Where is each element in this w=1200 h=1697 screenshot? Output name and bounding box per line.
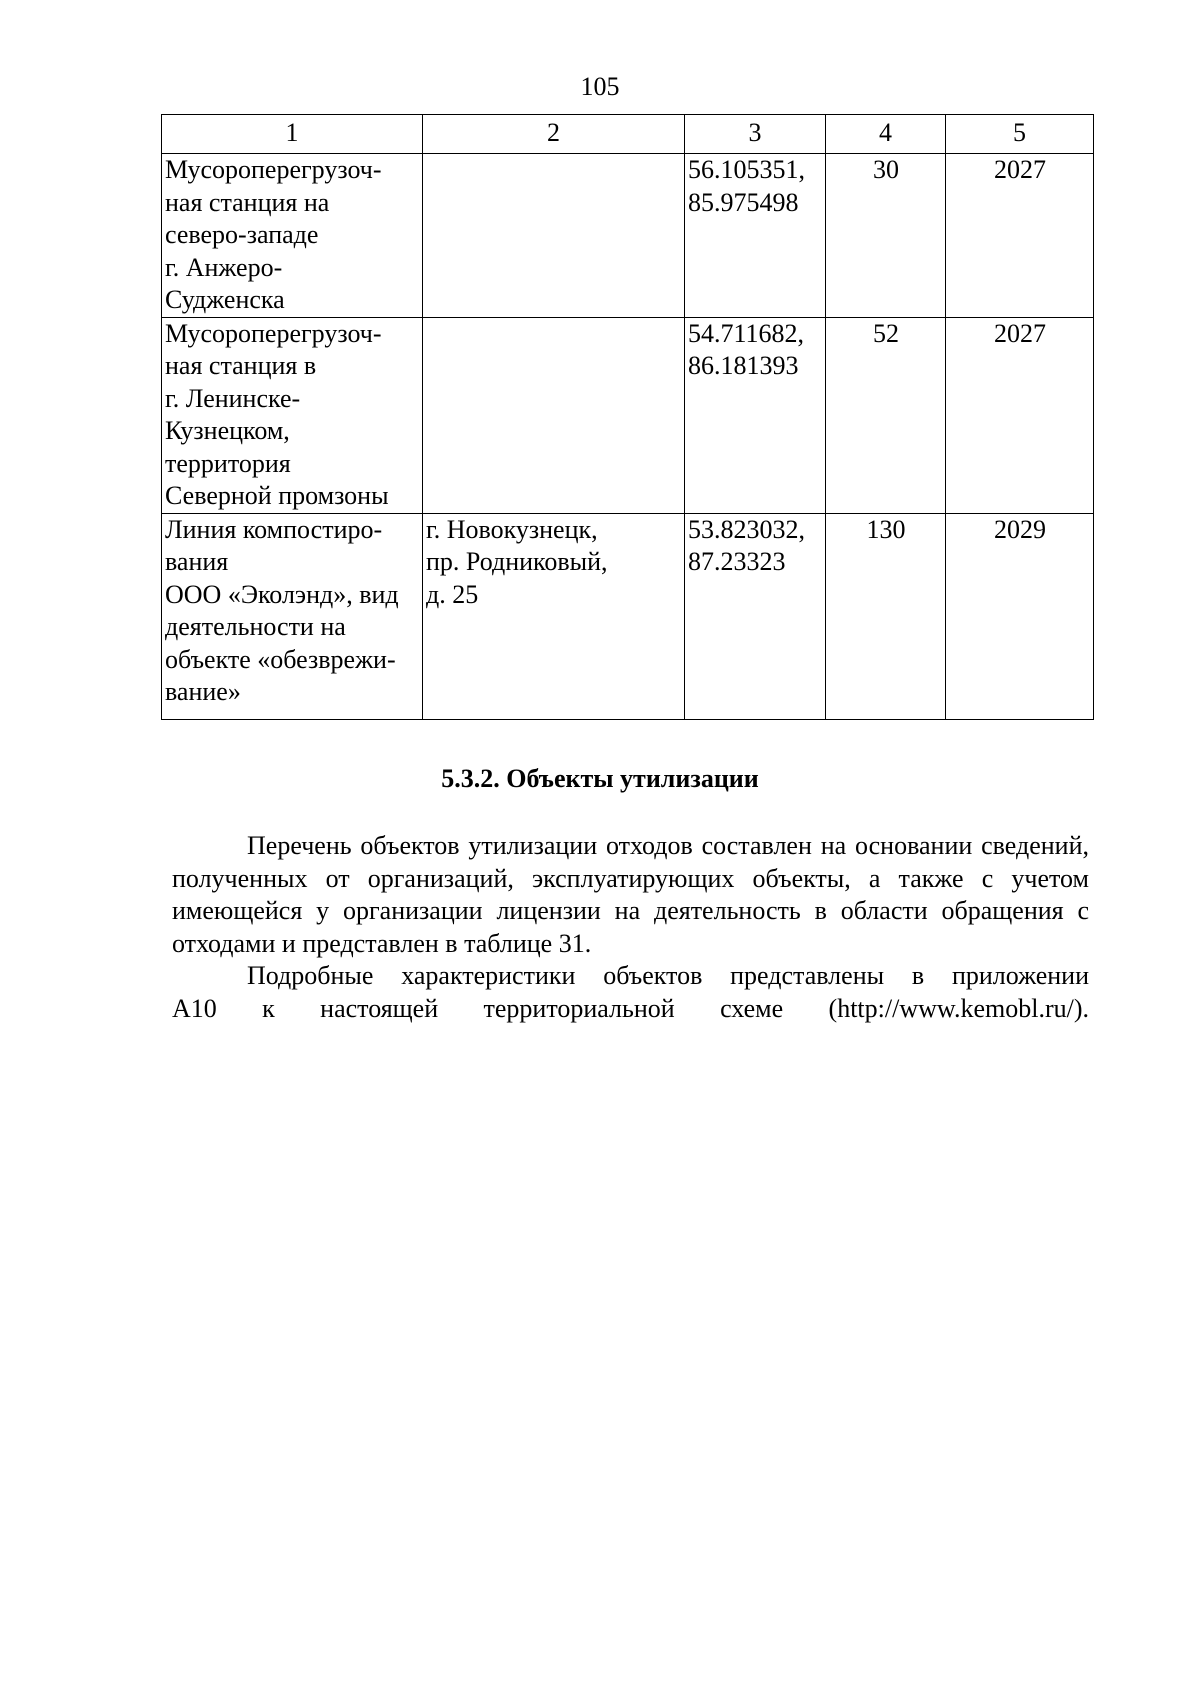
cell-year: 2027 <box>946 317 1094 513</box>
table-header-row <box>162 115 1094 154</box>
cell-name: Линия компостиро- вания ООО «Эколэнд», вид деятельности на объекте «обезврежи- вание» <box>162 513 423 719</box>
cell-address <box>423 317 685 513</box>
cell-capacity: 130 <box>826 513 946 719</box>
table-row <box>162 513 1094 719</box>
paragraph-2 <box>172 960 1089 1025</box>
cell-year: 2029 <box>946 513 1094 719</box>
paragraph-2-line-1: Подробные характеристики объектов представлены в приложении <box>247 961 1089 990</box>
table-row <box>162 154 1094 318</box>
paragraph-1: Перечень объектов утилизации отходов составлен на основании сведений, полученных от организаций, эксплуатирующих объекты, а также с учетом имеющейся у организации лицензии на деятельность в области обращения с отходами и представлен в таблице 31. <box>172 831 1089 958</box>
section-heading: 5.3.2. Объекты утилизации <box>441 764 759 793</box>
header-cell-3: 3 <box>685 115 826 154</box>
cell-name: Мусороперегрузоч- ная станция в г. Ленинске- Кузнецком, территория Северной промзоны <box>162 317 423 513</box>
cell-address <box>423 154 685 318</box>
paragraph-2-line-2: А10 к настоящей территориальной схеме (http://www.kemobl.ru/). <box>172 993 1089 1023</box>
header-cell-2: 2 <box>423 115 685 154</box>
header-cell-1: 1 <box>162 115 423 154</box>
table-row <box>162 317 1094 513</box>
cell-name: Мусороперегрузоч- ная станция на северо-западе г. Анжеро- Судженска <box>162 154 423 318</box>
data-table <box>161 114 1094 720</box>
cell-coords: 53.823032, 87.23323 <box>685 513 826 719</box>
cell-coords: 56.105351, 85.975498 <box>685 154 826 318</box>
page-number: 105 <box>580 72 620 101</box>
cell-capacity: 30 <box>826 154 946 318</box>
cell-address: г. Новокузнецк, пр. Родниковый, д. 25 <box>423 513 685 719</box>
header-cell-4: 4 <box>826 115 946 154</box>
cell-coords: 54.711682, 86.181393 <box>685 317 826 513</box>
cell-capacity: 52 <box>826 317 946 513</box>
header-cell-5: 5 <box>946 115 1094 154</box>
cell-year: 2027 <box>946 154 1094 318</box>
